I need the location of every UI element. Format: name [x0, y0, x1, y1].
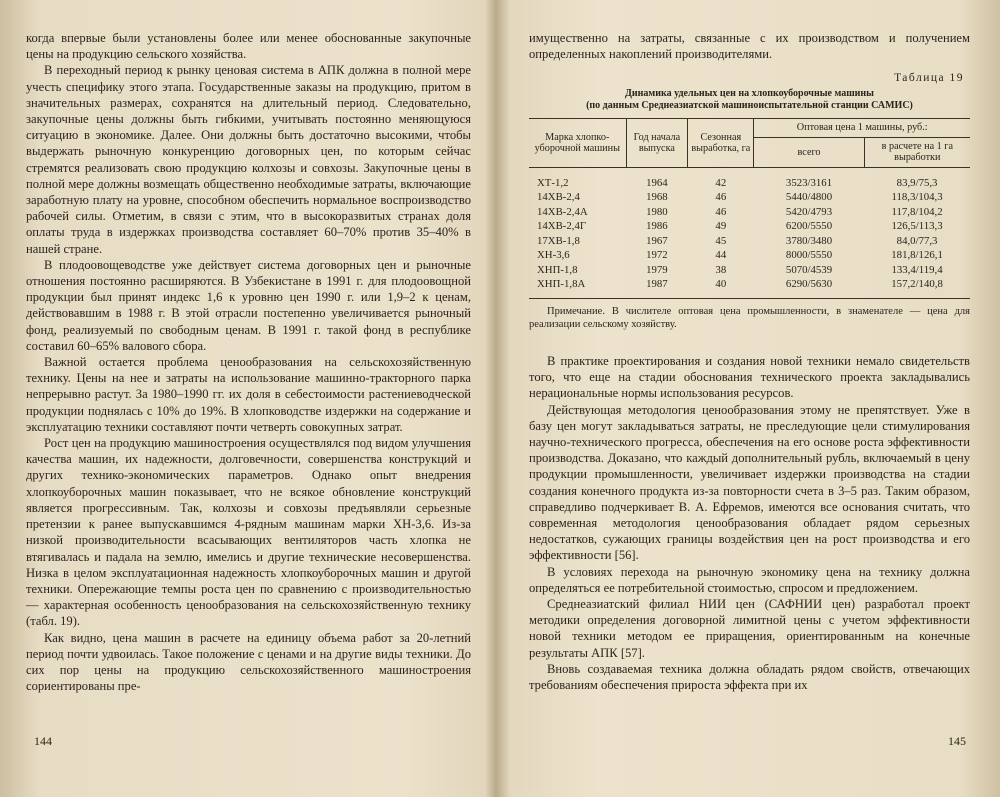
header-year: Год начала выпуска	[626, 119, 688, 168]
table-cell: 17ХВ-1,8	[537, 234, 580, 247]
paragraph: Рост цен на продукцию машиностроения осуществлялся под видом улучшения качества машин, их надежности, долговечности, совершенства конструкций и других технико-экономических параметров. Однако опыт внедрения хлопкоуборочных машин показывает, что не всякое обновление конструкций является прогрессивным. Так, колхозы и совхозы предъявляли серьезные претензии к ранее выпускавшимся 4-рядным машинам марки ХН-3,6. Из-за низкой производительности всасывающих вентиляторов часть хлопка не втягивалась и падала на землю, имелись и другие технические несовершенства. Низка в целом эксплуатационная надежность хлопкоуборочных машин и другой техники. Опережающие темпы роста цен по сравнению с производительностью — характерная особенность ценообразования на сельскохозяйственную технику (табл. 19).	[26, 436, 471, 629]
table-cell: 133,4/119,4	[891, 263, 943, 276]
right-page	[507, 0, 1000, 797]
header-wholesale: Оптовая цена 1 машины, руб.:	[754, 119, 970, 138]
paragraph: Как видно, цена машин в расчете на единицу объема работ за 20-летний период почти удвоилась. Такое положение с ценами и на другие виды техники. До сих пор цены на продукцию сельскохозяйственного машиностроения сориентированы пре-	[26, 630, 471, 694]
table-cell: 83,9/75,3	[896, 176, 938, 189]
table-cell: 40	[688, 277, 754, 298]
table-cell: ХТ-1,2	[537, 176, 569, 189]
table-cell: 1986	[646, 220, 668, 233]
paragraph: В практике проектирования и создания новой техники немало свидетельств того, что еще на стадии обоснования технического проекта закладывались нерациональные нормы использования ресурсов.	[529, 353, 970, 401]
table-cell: 5440/4800	[785, 191, 833, 204]
table-cell: 42	[715, 176, 727, 189]
header-total: всего	[754, 137, 864, 167]
table-cell: 14ХВ-2,4Г	[537, 220, 587, 233]
table-cell: 49	[715, 220, 727, 233]
paragraph: Важной остается проблема ценообразования на сельскохозяйственную технику. Цены на нее и затраты на использование машинно-тракторного парка непрерывно растут. За 1980–1990 гг. их доля в себестоимости растениеводческой продукции поднялась с 10% до 19%. В хлопководстве издержки на содержание и эксплуатацию техники составляют почти четверть совокупных затрат.	[26, 355, 471, 434]
table-cell: 157,2/140,8	[864, 277, 970, 298]
table-row	[529, 248, 970, 263]
table-cell: 1979	[646, 263, 668, 276]
table-cell: 14ХВ-2,4А	[537, 205, 588, 218]
table-cell: 5420/4793	[785, 205, 833, 218]
table-row	[529, 277, 970, 298]
table-note: Примечание. В числителе оптовая цена промышленности, в знаменателе — цена для реализации сельскому хозяйству.	[529, 305, 970, 330]
table-row	[529, 205, 970, 220]
table-title-line: Динамика удельных цен на хлопкоуборочные машины	[625, 88, 874, 100]
page-number: 145	[948, 734, 966, 748]
paragraph: В условиях перехода на рыночную экономику цена на технику должна определяться ее потребительной стоимостью, спросом и предложением.	[529, 564, 970, 595]
table-cell: 46	[715, 191, 727, 204]
table-cell: 84,0/77,3	[896, 234, 938, 247]
paragraph: В плодоовощеводстве уже действует система договорных цен и рыночные отношения постоянно расширяются. В Узбекистане в 1991 г. для плодоовощной продукции был принят индекс 1,6 к уровню цен 1990 г. или 1,9–2 к ценам, действовавшим в 1988 г. В этой отрасли постепенно увеличивается рыночный фонд, реализуемый по свободным ценам. В 1991 г. такой фонд в республике составил 60–65% валового сбора.	[26, 257, 471, 353]
table-cell: 1972	[646, 249, 668, 262]
table-cell: ХНП-1,8А	[529, 277, 626, 298]
paragraph: имущественно на затраты, связанные с их производством и получением определенных накоплений производителями.	[529, 31, 970, 62]
table-row	[529, 219, 970, 234]
table-row	[529, 263, 970, 278]
table-title	[529, 88, 970, 112]
paragraph: Вновь создаваемая техника должна обладать рядом свойств, отвечающих требованиям обеспечения прироста эффекта при их	[529, 661, 970, 692]
table-cell: 46	[715, 205, 727, 218]
paragraph: В переходный период к рынку ценовая система в АПК должна в полной мере учесть специфику этого этапа. Государственные заказы на продукцию, притом в значительных размерах, сохранятся на длительный период. Следовательно, закупочные цены должны быть гибкими, учитывать постоянно меняющуюся ситуацию в экономике. Далее. Они должны быть достаточно высокими, чтобы выдержать рыночную конкуренцию договорных цен, по которым сейчас стремятся реализовать свою продукцию колхозы и совхозы. Закупочные цены в полной мере должны возмещать общественно необходимые затраты, включающие заработную плату на уровне, способном обеспечить нормальное воспроизводство рабочей силы. Отметим, в связи с этим, что в высокоразвитых странах доля оплаты труда в издержках производства составляет 60–70% против 35–40% в нашей стране.	[26, 63, 471, 256]
left-page	[0, 0, 493, 797]
header-brand: Марка хлопко-уборочной машины	[529, 119, 626, 168]
paragraph: Действующая методология ценообразования этому не препятствует. Уже в базу цен могут закладываться затраты, не преследующие цели стимулирования научно-технического прогресса, обеспечения на его основе роста эффективности производства. Доказано, что каждый дополнительный рубль, включаемый в цену продукции промышленности, увеличивает издержки производства на стадии создания конечного продукта из-за повторности счета в 3–5 раз. Таким образом, справедливо подчеркивает В. А. Ефремов, имеются все основания считать, что современная методология ценообразования обладает рядом серьезных недостатков, сужающих границы воздействия цен на рост производства и его эффективности [56].	[529, 402, 970, 563]
table-cell: 6290/5630	[754, 277, 864, 298]
table-title-line: (по данным Среднеазиатской машиноиспытательной станции САМИС)	[586, 100, 913, 112]
table-row	[529, 234, 970, 249]
table-cell: 1968	[646, 191, 668, 204]
price-table	[529, 118, 970, 299]
table-cell: 6200/5550	[785, 220, 833, 233]
table-cell: 14ХВ-2,4	[537, 191, 580, 204]
table-cell: 1987	[626, 277, 688, 298]
paragraph: когда впервые были установлены более или менее обоснованные закупочные цены на продукцию сельского хозяйства.	[26, 31, 471, 62]
header-per-ha: в расчете на 1 га выработки	[864, 137, 970, 167]
table-cell: 44	[715, 249, 727, 262]
table-cell: 45	[715, 234, 727, 247]
table-cell: 5070/4539	[785, 263, 833, 276]
table-row	[529, 190, 970, 205]
header-seasonal: Сезонная выработка, га	[688, 119, 754, 168]
table-cell: 1980	[646, 205, 668, 218]
paragraph: Среднеазиатский филиал НИИ цен (САФНИИ цен) разработал проект методики определения договорной лимитной цены с учетом эффективности новой техники методом ее приращения, ориентированным на конечные результаты АПК [57].	[529, 596, 970, 660]
table-cell: 117,8/104,2	[891, 205, 943, 218]
table-row	[529, 167, 970, 190]
table-cell: 1967	[646, 234, 668, 247]
table-cell: 3523/3161	[785, 176, 833, 189]
table-cell: 181,8/126,1	[891, 249, 943, 262]
table-cell: 8000/5550	[785, 249, 833, 262]
table-cell: 118,3/104,3	[891, 191, 943, 204]
table-cell: 1964	[646, 176, 668, 189]
table-label: Таблица 19	[894, 72, 964, 85]
table-cell: ХНП-1,8	[537, 263, 578, 276]
page-number: 144	[34, 734, 52, 748]
table-cell: 38	[715, 263, 727, 276]
table-cell: ХН-3,6	[537, 249, 570, 262]
table-cell: 3780/3480	[785, 234, 833, 247]
table-body	[529, 167, 970, 298]
table-cell: 126,5/113,3	[891, 220, 943, 233]
